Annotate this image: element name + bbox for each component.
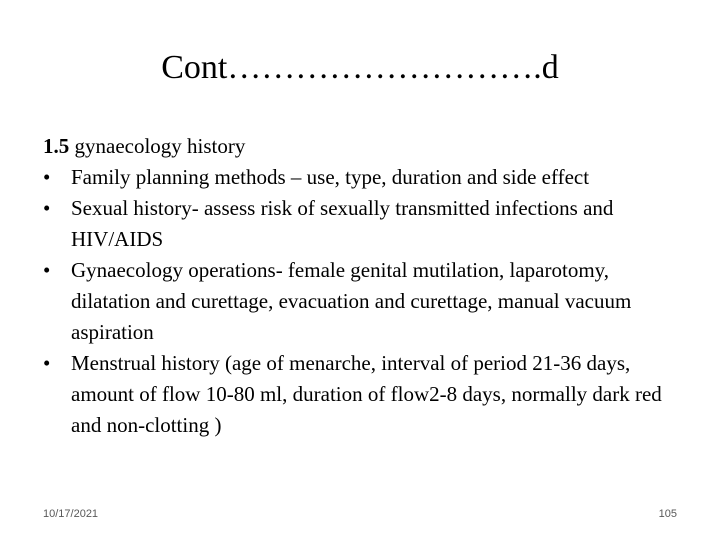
bullet-text: Menstrual history (age of menarche, interval of period 21-36 days, amount of flow 10-80 ml, duration of flow2-8 days, normally dark red and non-clotting ) (71, 351, 662, 437)
bullet-icon: • (43, 196, 51, 220)
bullet-text: Sexual history- assess risk of sexually transmitted infections and HIV/AIDS (71, 196, 614, 251)
bullet-text: Gynaecology operations- female genital mutilation, laparotomy, dilatation and curettage, evacuation and curettage, manual vacuum aspiration (71, 258, 632, 344)
slide-title: Cont……………………….d (161, 49, 559, 86)
bullet-list (43, 162, 693, 441)
bullet-icon: • (43, 351, 51, 375)
bullet-text: Family planning methods – use, type, duration and side effect (71, 165, 590, 189)
bullet-icon: • (43, 165, 51, 189)
section-number: 1.5 (43, 134, 70, 158)
section-heading (43, 131, 693, 162)
footer-page-number: 105 (658, 508, 677, 520)
slide-body (43, 131, 693, 441)
bullet-icon: • (43, 258, 51, 282)
footer-date: 10/17/2021 (43, 508, 99, 520)
bullet-item-sexual-history (43, 193, 693, 255)
section-title: gynaecology history (69, 134, 246, 158)
bullet-item-family-planning (43, 162, 693, 193)
bullet-item-gynaecology-operations (43, 255, 693, 348)
bullet-item-menstrual-history (43, 348, 693, 441)
